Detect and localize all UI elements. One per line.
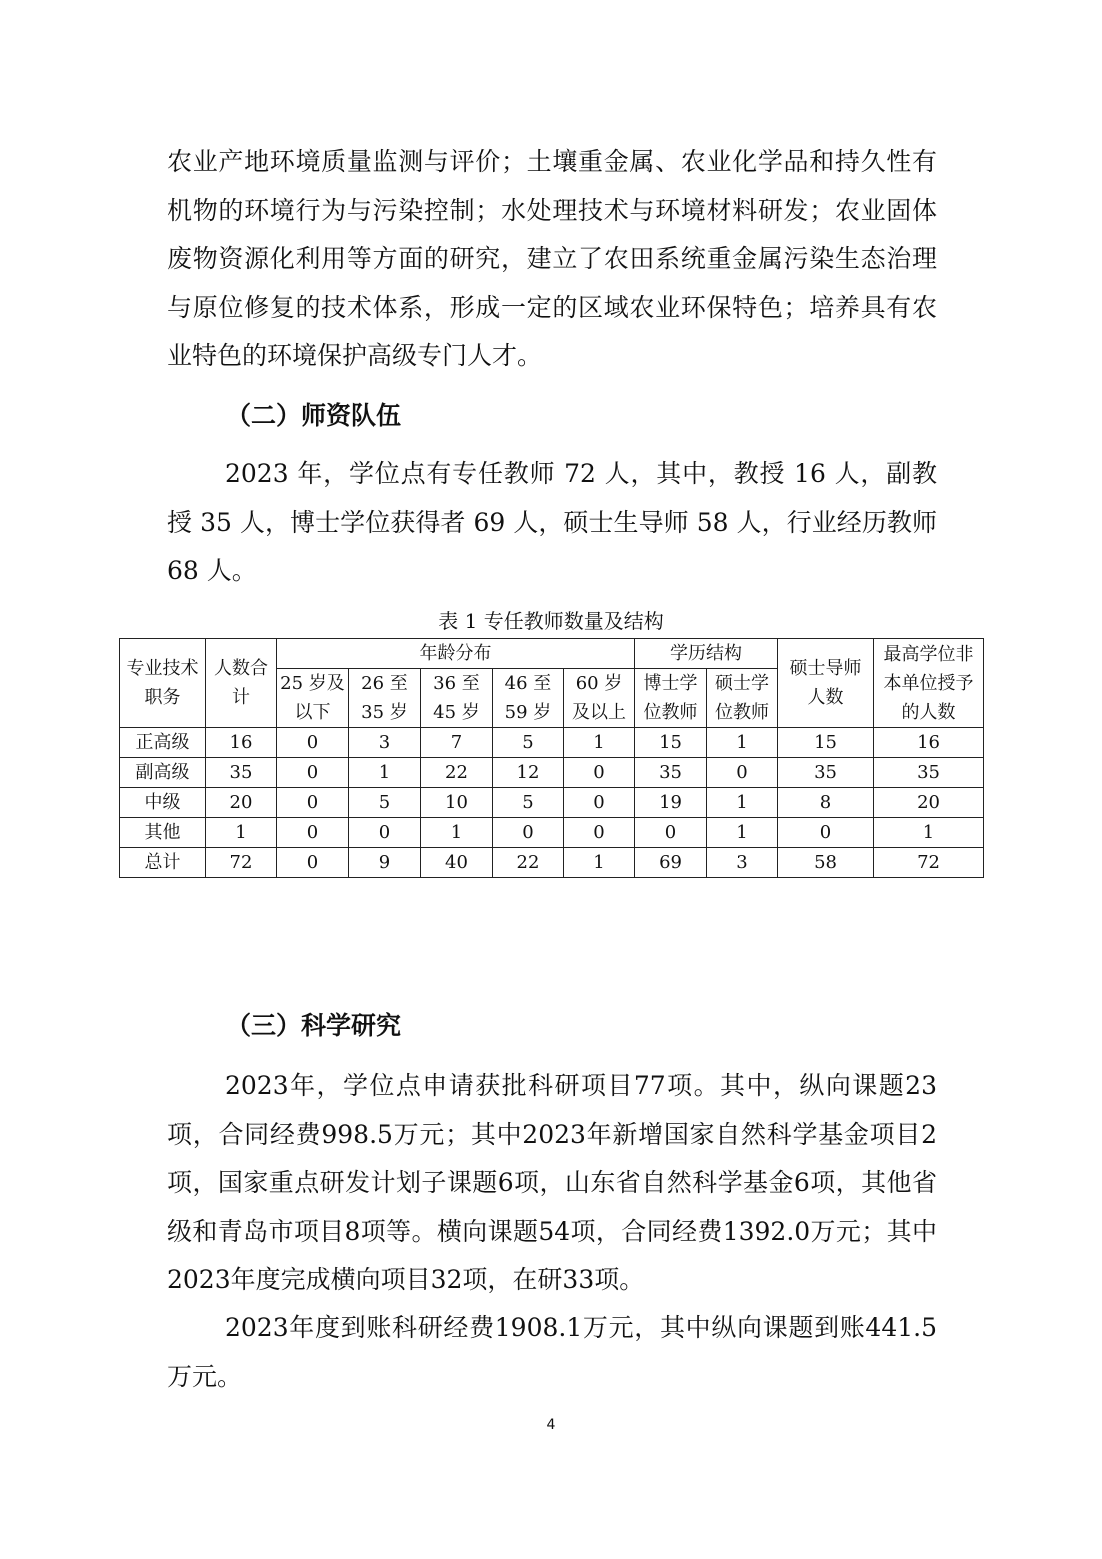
cell-total: 1 — [206, 818, 277, 848]
header-age-2: 26 至 35 岁 — [349, 669, 421, 728]
cell-nonlocal: 35 — [874, 758, 984, 788]
cell-total: 20 — [206, 788, 277, 818]
cell-total: 72 — [206, 848, 277, 878]
cell-phd: 69 — [635, 848, 707, 878]
cell-supervisor: 0 — [778, 818, 874, 848]
cell-age-3: 22 — [421, 758, 493, 788]
cell-age-1: 0 — [277, 818, 349, 848]
staff-structure-table — [119, 638, 984, 878]
table-row — [120, 818, 984, 848]
cell-age-2: 1 — [349, 758, 421, 788]
cell-master: 3 — [707, 848, 778, 878]
cell-age-3: 7 — [421, 728, 493, 758]
section3-paragraph-2: 2023年度到账科研经费1908.1万元，其中纵向课题到账441.5万元。 — [167, 1313, 937, 1391]
cell-title: 其他 — [120, 818, 206, 848]
header-age-4: 46 至 59 岁 — [493, 669, 564, 728]
header-title: 专业技术职务 — [120, 639, 206, 728]
header-age-1: 25 岁及以下 — [277, 669, 349, 728]
cell-nonlocal: 16 — [874, 728, 984, 758]
cell-phd: 35 — [635, 758, 707, 788]
table-row — [120, 788, 984, 818]
section2-heading: （二）师资队伍 — [226, 401, 402, 430]
cell-total: 16 — [206, 728, 277, 758]
cell-age-3: 10 — [421, 788, 493, 818]
cell-nonlocal: 1 — [874, 818, 984, 848]
header-age-5: 60 岁及以上 — [564, 669, 635, 728]
cell-master: 1 — [707, 728, 778, 758]
table-header-row — [120, 639, 984, 669]
cell-age-4: 22 — [493, 848, 564, 878]
cell-age-1: 0 — [277, 758, 349, 788]
cell-age-4: 0 — [493, 818, 564, 848]
header-supervisor: 硕士导师人数 — [778, 639, 874, 728]
cell-age-3: 40 — [421, 848, 493, 878]
page-number: 4 — [546, 1417, 556, 1433]
cell-title: 中级 — [120, 788, 206, 818]
cell-age-4: 5 — [493, 728, 564, 758]
section3-paragraph-1: 2023年，学位点申请获批科研项目77项。其中，纵向课题23项，合同经费998.5万元；其中2023年新增国家自然科学基金项目2项，国家重点研发计划子课题6项，山东省自然科学基金6项，其他省级和青岛市项目8项等。横向课题54项，合同经费1392.0万元；其中2023年度完成横向项目32项，在研33项。 — [167, 1071, 937, 1294]
cell-supervisor: 15 — [778, 728, 874, 758]
cell-age-4: 12 — [493, 758, 564, 788]
table-row-total — [120, 848, 984, 878]
cell-age-1: 0 — [277, 788, 349, 818]
table-row — [120, 758, 984, 788]
cell-nonlocal: 72 — [874, 848, 984, 878]
header-total: 人数合计 — [206, 639, 277, 728]
section3-heading: （三）科学研究 — [226, 1011, 402, 1040]
cell-age-2: 3 — [349, 728, 421, 758]
cell-age-5: 1 — [564, 848, 635, 878]
cell-age-5: 0 — [564, 788, 635, 818]
cell-age-2: 5 — [349, 788, 421, 818]
cell-supervisor: 35 — [778, 758, 874, 788]
cell-title: 总计 — [120, 848, 206, 878]
cell-age-5: 1 — [564, 728, 635, 758]
cell-total: 35 — [206, 758, 277, 788]
cell-supervisor: 58 — [778, 848, 874, 878]
header-age-group: 年龄分布 — [277, 639, 635, 669]
cell-age-2: 0 — [349, 818, 421, 848]
cell-age-4: 5 — [493, 788, 564, 818]
cell-master: 1 — [707, 788, 778, 818]
header-nonlocal: 最高学位非本单位授予的人数 — [874, 639, 984, 728]
cell-master: 1 — [707, 818, 778, 848]
cell-master: 0 — [707, 758, 778, 788]
header-master: 硕士学位教师 — [707, 669, 778, 728]
cell-phd: 0 — [635, 818, 707, 848]
header-phd: 博士学位教师 — [635, 669, 707, 728]
section2-paragraph: 2023 年，学位点有专任教师 72 人，其中，教授 16 人，副教授 35 人，博士学位获得者 69 人，硕士生导师 58 人，行业经历教师 68 人。 — [167, 459, 937, 585]
table-caption: 表 1 专任教师数量及结构 — [438, 609, 664, 633]
table-row — [120, 728, 984, 758]
header-edu-group: 学历结构 — [635, 639, 778, 669]
cell-age-2: 9 — [349, 848, 421, 878]
cell-age-5: 0 — [564, 758, 635, 788]
cell-age-1: 0 — [277, 728, 349, 758]
cell-title: 副高级 — [120, 758, 206, 788]
intro-paragraph: 农业产地环境质量监测与评价；土壤重金属、农业化学品和持久性有机物的环境行为与污染控制；水处理技术与环境材料研发；农业固体废物资源化利用等方面的研究，建立了农田系统重金属污染生态治理与原位修复的技术体系，形成一定的区域农业环保特色；培养具有农业特色的环境保护高级专门人才。 — [167, 147, 937, 370]
cell-age-5: 0 — [564, 818, 635, 848]
cell-age-3: 1 — [421, 818, 493, 848]
cell-age-1: 0 — [277, 848, 349, 878]
cell-title: 正高级 — [120, 728, 206, 758]
header-age-3: 36 至 45 岁 — [421, 669, 493, 728]
cell-nonlocal: 20 — [874, 788, 984, 818]
cell-phd: 19 — [635, 788, 707, 818]
cell-phd: 15 — [635, 728, 707, 758]
cell-supervisor: 8 — [778, 788, 874, 818]
